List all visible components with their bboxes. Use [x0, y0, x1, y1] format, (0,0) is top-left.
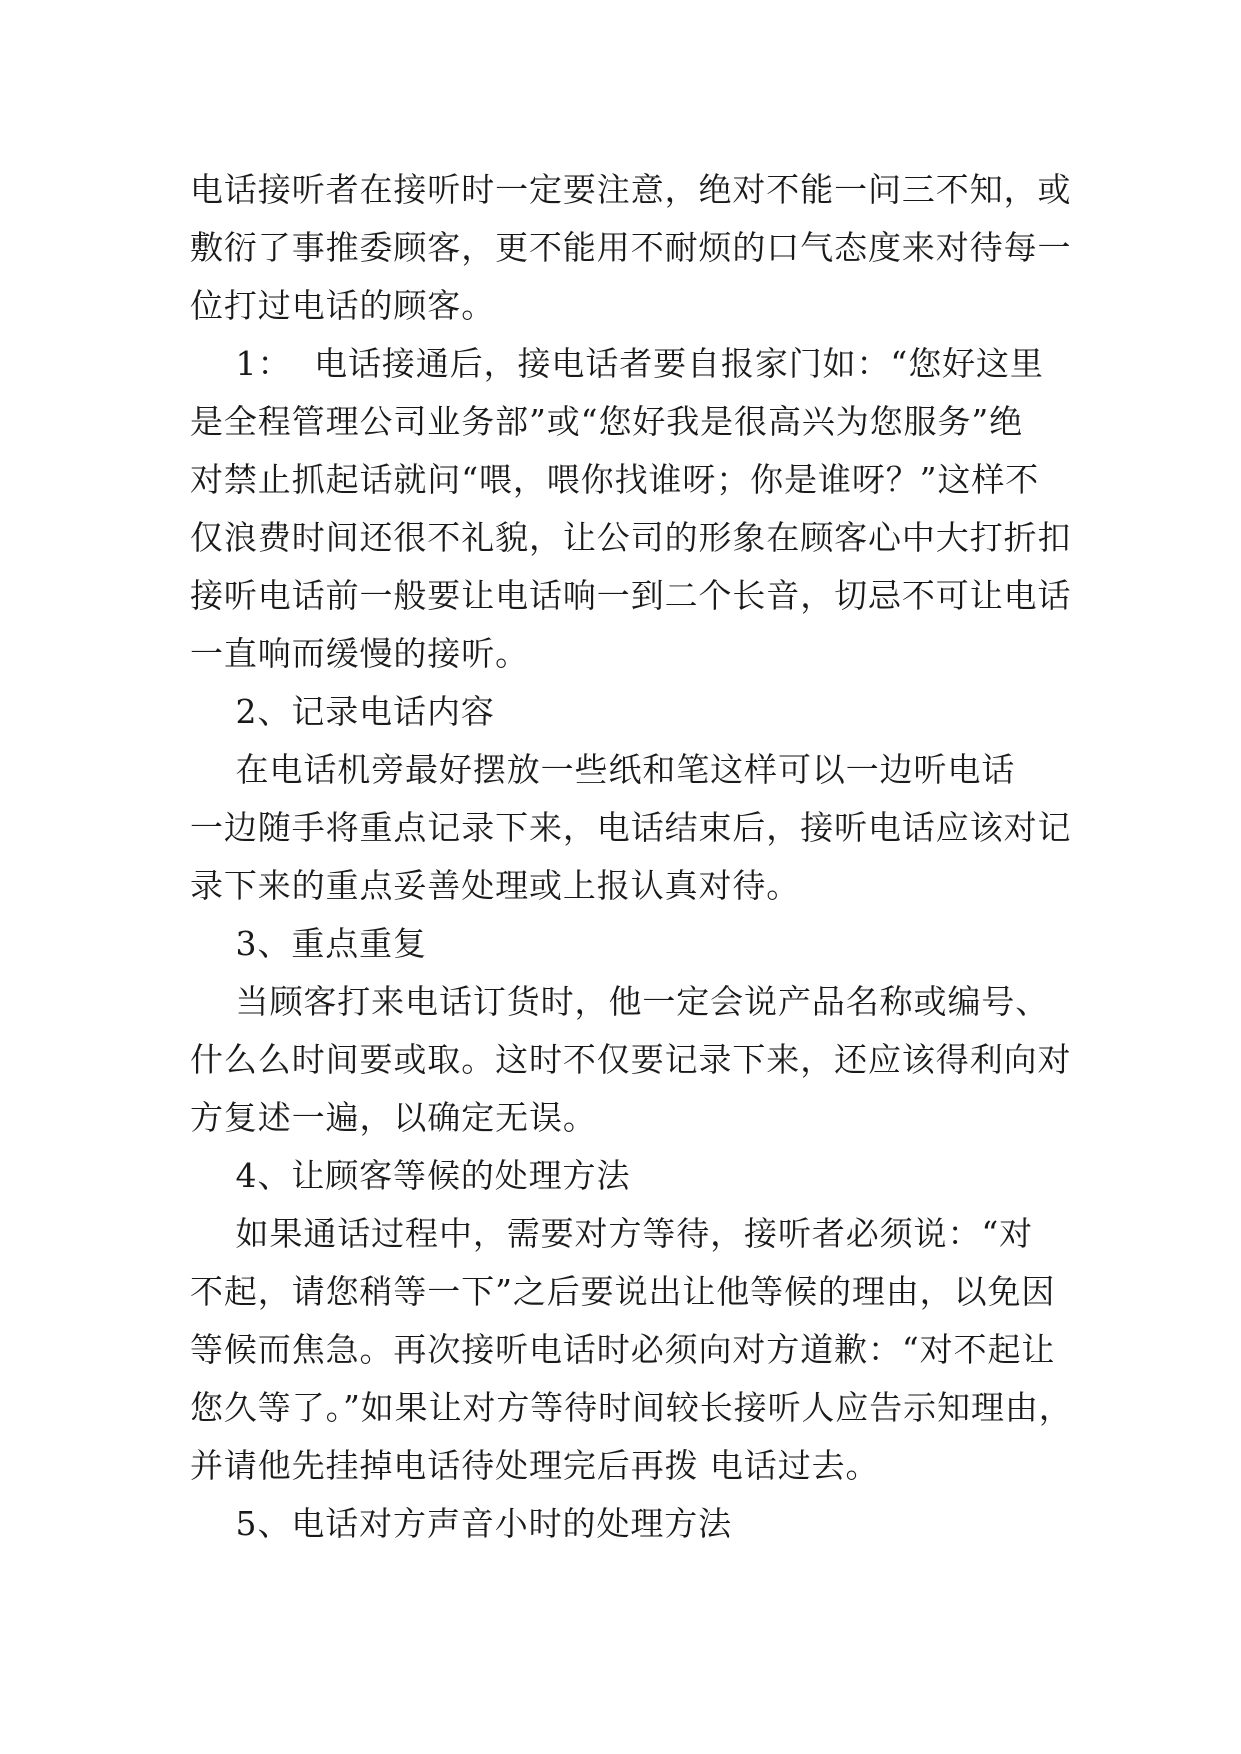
- section-heading: 5、电话对方声音小时的处理方法: [190, 1504, 733, 1543]
- text-line: 如果通话过程中，需要对方等待，接听者必须说：“对: [190, 1214, 1034, 1253]
- text-line: 一直响而缓慢的接听。: [190, 634, 529, 673]
- text-line: 什么么时间要或取。这时不仅要记录下来，还应该得利向对: [190, 1040, 1072, 1079]
- text-line: 不起，请您稍等一下”之后要说出让他等候的理由，以免因: [190, 1272, 1056, 1311]
- section-heading: 2、记录电话内容: [190, 692, 495, 731]
- text-line: 录下来的重点妥善处理或上报认真对待。: [190, 866, 801, 905]
- text-line: 是全程管理公司业务部”或“您好我是很高兴为您服务”绝: [190, 402, 1024, 441]
- text-line: 一边随手将重点记录下来，电话结束后，接听电话应该对记: [190, 808, 1072, 847]
- text-line: 等候而焦急。再次接听电话时必须向对方道歉：“对不起让: [190, 1330, 1056, 1369]
- text-line: 在电话机旁最好摆放一些纸和笔这样可以一边听电话: [190, 750, 1016, 789]
- text-line: 1： 电话接通后，接电话者要自报家门如：“您好这里: [190, 344, 1044, 383]
- text-line: 当顾客打来电话订货时，他一定会说产品名称或编号、: [190, 982, 1050, 1021]
- section-heading: 3、重点重复: [190, 924, 427, 963]
- text-line: 敷衍了事推委顾客，更不能用不耐烦的口气态度来对待每一: [190, 228, 1072, 267]
- text-line: 您久等了。”如果让对方等待时间较长接听人应告示知理由，: [190, 1388, 1073, 1427]
- section-heading: 4、让顾客等候的处理方法: [190, 1156, 631, 1195]
- text-line: 接听电话前一般要让电话响一到二个长音，切忌不可让电话: [190, 576, 1072, 615]
- text-line: 仅浪费时间还很不礼貌，让公司的形象在顾客心中大打折扣: [190, 518, 1072, 557]
- text-line: 位打过电话的顾客。: [190, 286, 496, 325]
- text-line: 并请他先挂掉电话待处理完后再拨 电话过去。: [190, 1446, 880, 1485]
- text-line: 对禁止抓起话就问“喂，喂你找谁呀；你是谁呀？”这样不: [190, 460, 1040, 499]
- text-line: 方复述一遍，以确定无误。: [190, 1098, 597, 1137]
- text-line: 电话接听者在接听时一定要注意，绝对不能一问三不知，或: [190, 170, 1072, 209]
